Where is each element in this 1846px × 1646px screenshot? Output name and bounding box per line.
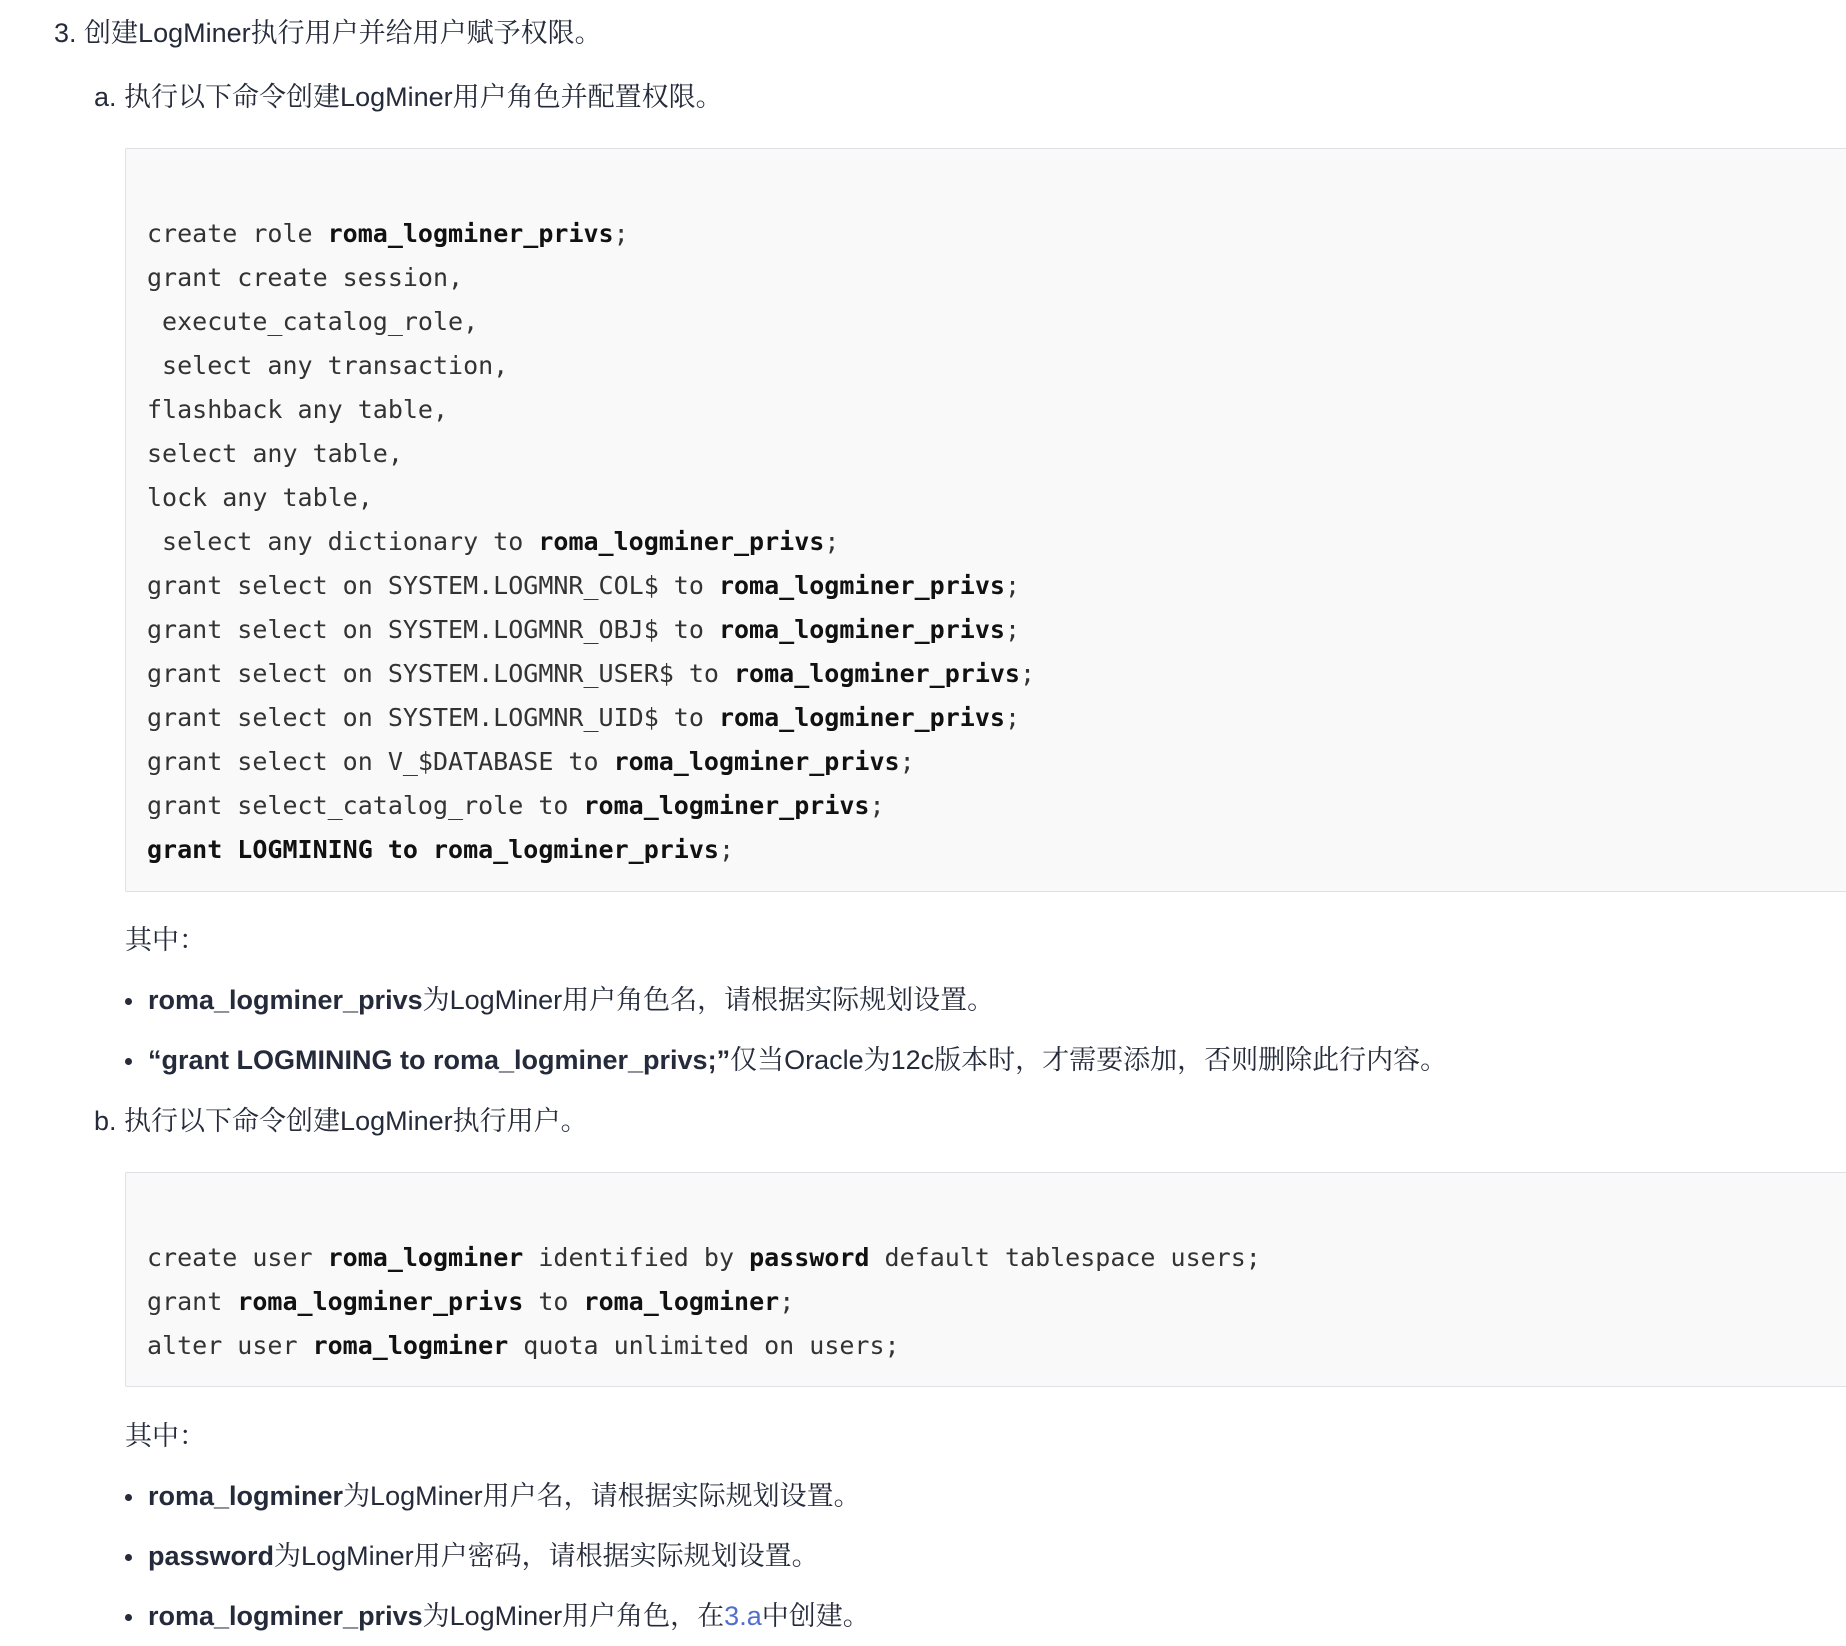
code-line (147, 652, 1035, 696)
code-bold-token: roma_logminer (312, 1331, 509, 1360)
bullet-term: roma_logminer_privs (148, 1601, 423, 1631)
code-block-a (125, 148, 1846, 892)
bullet-term: roma_logminer (148, 1481, 344, 1511)
step-3-title: 创建LogMiner执行用户并给用户赋予权限。 (84, 18, 602, 48)
code-token: identified by (523, 1243, 750, 1272)
code-token: ; (1004, 571, 1020, 600)
code-token: lock any table, (147, 483, 373, 512)
bullet-text: 为LogMiner用户角色名，请根据实际规划设置。 (422, 985, 995, 1015)
bullet-text: 为LogMiner用户密码，请根据实际规划设置。 (274, 1541, 819, 1571)
code-token: select any transaction, (147, 351, 509, 380)
code-token: ; (718, 835, 735, 864)
code-token: grant create session, (147, 263, 464, 292)
code-b (147, 1236, 1261, 1368)
substep-a-heading (94, 72, 723, 122)
code-line (147, 212, 1035, 256)
bullet-dot (125, 1554, 132, 1561)
bullet-text-after: 中创建。 (761, 1601, 870, 1631)
code-token: default tablespace users; (869, 1243, 1261, 1272)
code-bold-token: roma_logminer_privs (718, 615, 1005, 644)
code-token: grant (147, 1287, 238, 1316)
code-token: grant select on SYSTEM.LOGMNR_USER$ to (147, 659, 734, 688)
code-line (147, 476, 1035, 520)
code-token: create user (147, 1243, 328, 1272)
code-token: ; (613, 219, 629, 248)
code-line (147, 1324, 1261, 1368)
code-line (147, 784, 1035, 828)
code-bold-token: roma_logminer_privs (734, 659, 1020, 688)
code-token: ; (899, 747, 915, 776)
code-line (147, 696, 1035, 740)
code-token: create role (147, 219, 328, 248)
code-token: grant select on SYSTEM.LOGMNR_UID$ to (147, 703, 719, 732)
code-line (147, 344, 1035, 388)
bullet-text: 为LogMiner用户名，请根据实际规划设置。 (343, 1481, 861, 1511)
substep-b-heading (94, 1096, 588, 1146)
code-bold-token: roma_logminer (583, 1287, 780, 1316)
code-bold-token: roma_logminer_privs (583, 791, 870, 820)
code-token: select any table, (147, 439, 403, 468)
code-line (147, 1280, 1261, 1324)
code-line (147, 256, 1035, 300)
bullet-term: password (148, 1541, 275, 1571)
code-bold-token: roma_logminer_privs (237, 1287, 524, 1316)
code-token: grant select on V_$DATABASE to (147, 747, 614, 776)
code-line (147, 828, 1035, 872)
substep-b-title: 执行以下命令创建LogMiner执行用户。 (124, 1106, 588, 1136)
code-line (147, 564, 1035, 608)
substep-a-title: 执行以下命令创建LogMiner用户角色并配置权限。 (124, 82, 723, 112)
code-line (147, 608, 1035, 652)
code-line (147, 1236, 1261, 1280)
code-token: alter user (147, 1331, 313, 1360)
code-line (147, 388, 1035, 432)
code-token: flashback any table, (147, 395, 449, 424)
code-line (147, 300, 1035, 344)
bullet-dot (125, 1058, 132, 1065)
code-line (147, 740, 1035, 784)
step-3-number: 3. (54, 18, 77, 48)
substep-b-marker: b. (94, 1106, 117, 1136)
code-block-b (125, 1172, 1846, 1387)
code-bold-token: roma_logminer_privs (613, 747, 900, 776)
code-bold-token: roma_logminer_privs (718, 571, 1005, 600)
step-3-heading (54, 8, 602, 58)
code-token: select any dictionary to (147, 527, 539, 556)
note-label-b: 其中： (125, 1421, 206, 1451)
code-bold-token: grant LOGMINING to roma_logminer_privs (147, 835, 719, 864)
code-line (147, 432, 1035, 476)
bullet-term: “grant LOGMINING to roma_logminer_privs;” (148, 1045, 731, 1075)
code-token: ; (1004, 703, 1020, 732)
code-token: ; (1004, 615, 1020, 644)
note-label-a: 其中： (125, 925, 206, 955)
code-a (147, 212, 1035, 872)
code-bold-token: roma_logminer (327, 1243, 524, 1272)
code-token: grant select on SYSTEM.LOGMNR_OBJ$ to (147, 615, 719, 644)
code-token: grant select on SYSTEM.LOGMNR_COL$ to (147, 571, 719, 600)
bullet-text: 仅当Oracle为12c版本时，才需要添加，否则删除此行内容。 (730, 1045, 1448, 1075)
substep-a-marker: a. (94, 82, 117, 112)
bullet-dot (125, 1494, 132, 1501)
bullet-dot (125, 1614, 132, 1621)
bullet-text: 为LogMiner用户角色，在 (422, 1601, 725, 1631)
code-token: ; (824, 527, 840, 556)
code-token: ; (869, 791, 885, 820)
code-token: quota unlimited on users; (508, 1331, 900, 1360)
bullet-term: roma_logminer_privs (148, 985, 423, 1015)
code-token: ; (1019, 659, 1036, 688)
code-bold-token: roma_logminer_privs (538, 527, 825, 556)
code-bold-token: roma_logminer_privs (327, 219, 614, 248)
code-token: grant select_catalog_role to (147, 791, 584, 820)
code-bold-token: roma_logminer_privs (718, 703, 1005, 732)
code-token: execute_catalog_role, (147, 307, 479, 336)
bullet-dot (125, 998, 132, 1005)
code-token: ; (779, 1287, 795, 1316)
section-3a-link[interactable]: 3.a (724, 1601, 762, 1631)
code-bold-token: password (749, 1243, 870, 1272)
code-line (147, 520, 1035, 564)
code-token: to (523, 1287, 584, 1316)
